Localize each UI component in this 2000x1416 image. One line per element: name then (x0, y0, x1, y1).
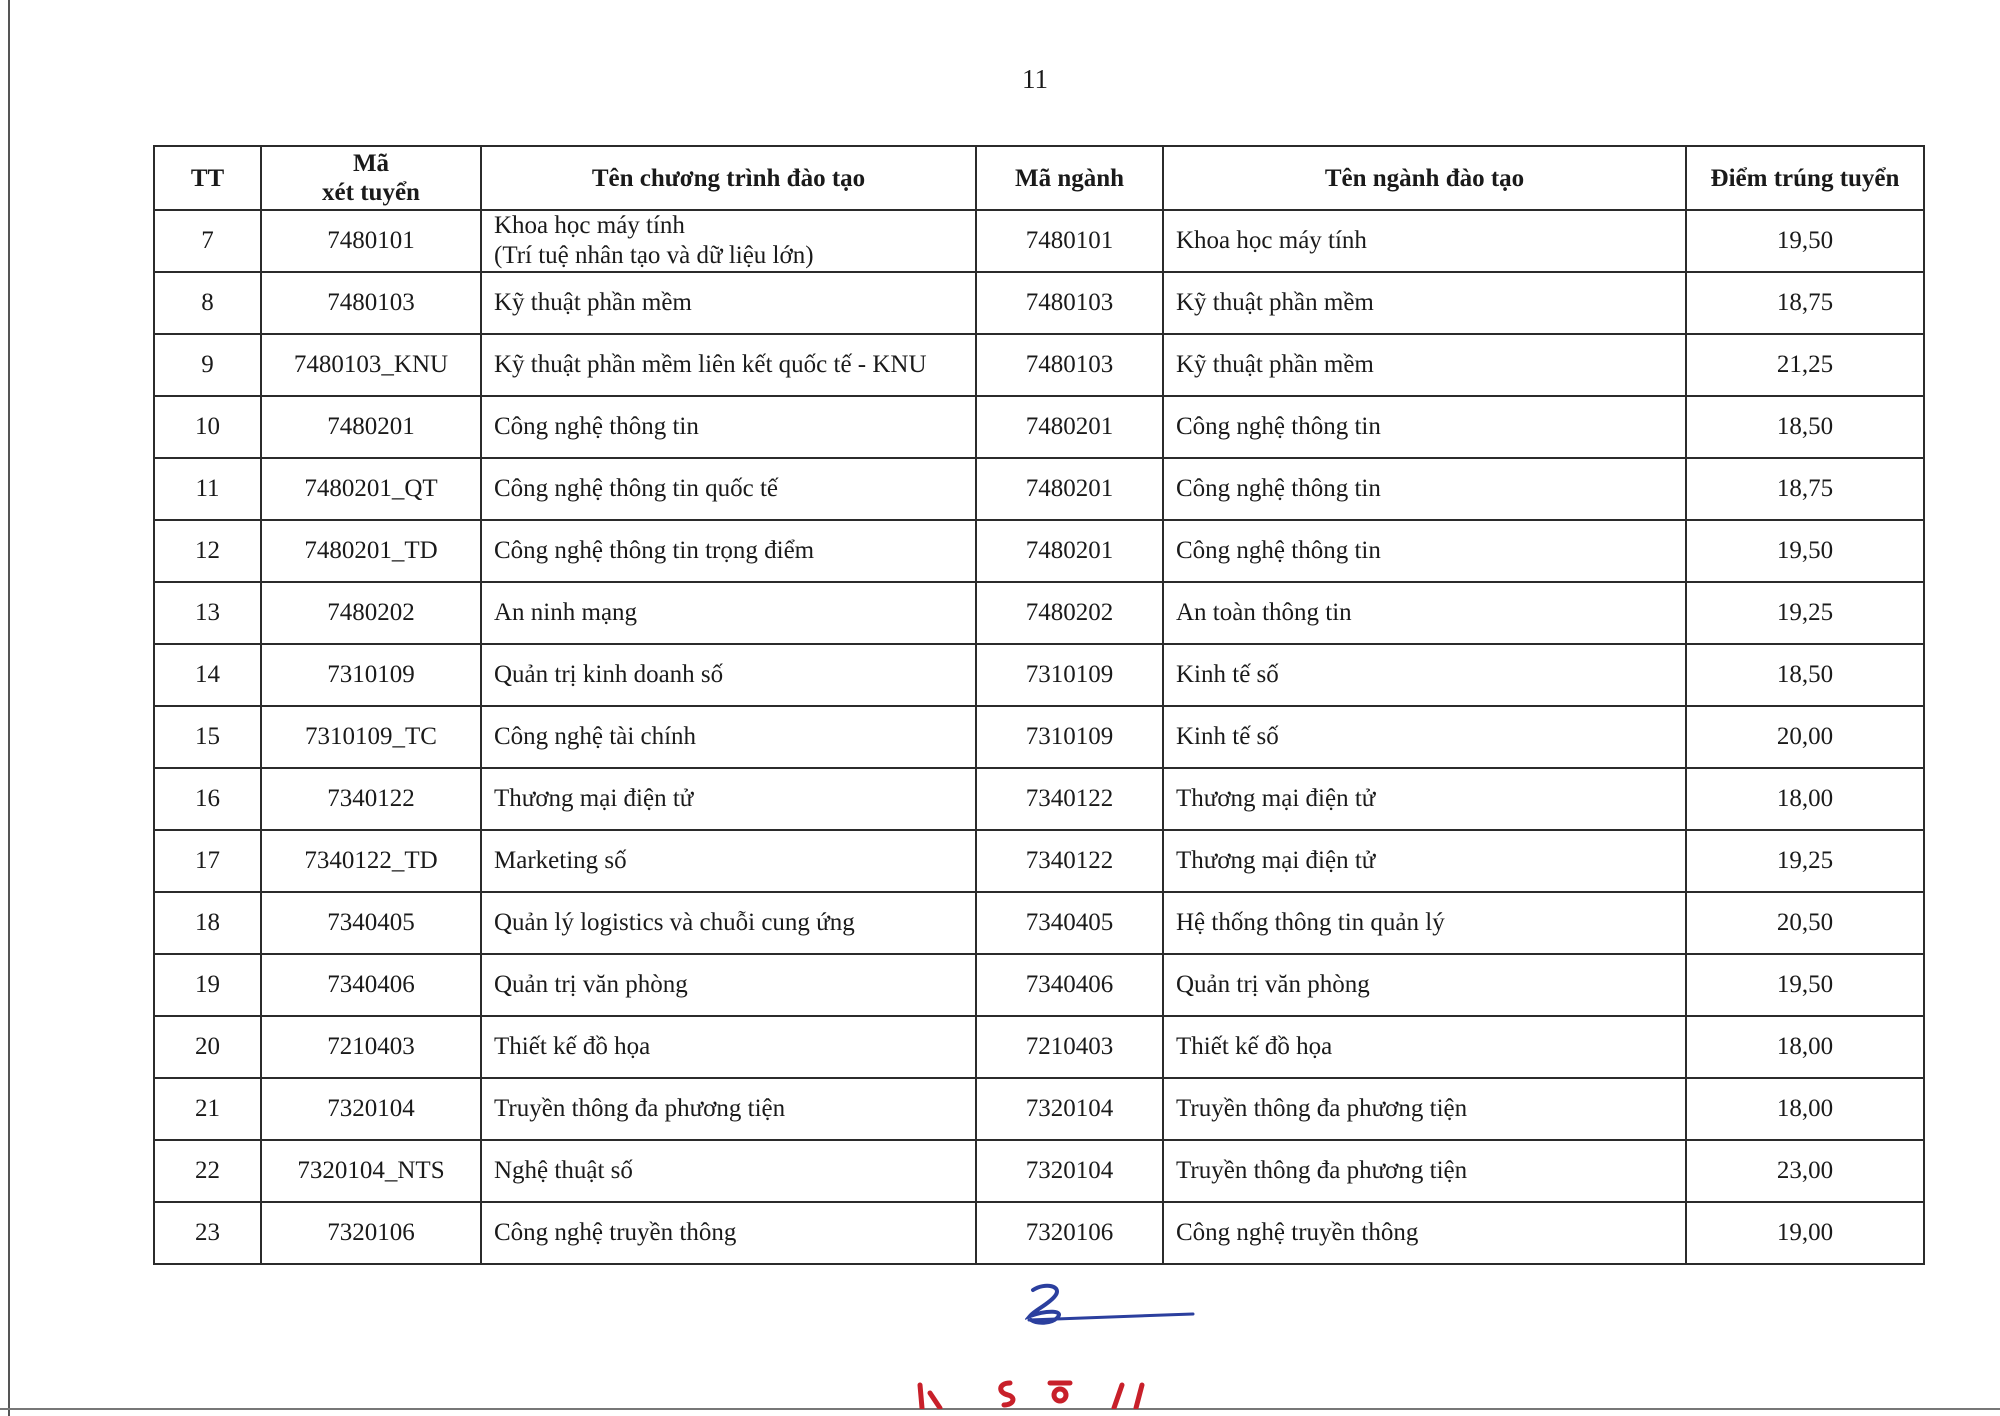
cell-diem: 19,25 (1686, 830, 1924, 892)
cell-ma-nganh: 7340122 (976, 830, 1163, 892)
cell-ma-xet-tuyen: 7310109_TC (261, 706, 481, 768)
cell-ma-xet-tuyen: 7320104_NTS (261, 1140, 481, 1202)
cell-ten-nganh: Thiết kế đồ họa (1163, 1016, 1686, 1078)
cell-diem: 18,75 (1686, 458, 1924, 520)
cell-diem: 18,50 (1686, 396, 1924, 458)
cell-ma-nganh: 7320106 (976, 1202, 1163, 1264)
table-row (154, 458, 1924, 520)
table-row (154, 706, 1924, 768)
cell-diem: 19,50 (1686, 210, 1924, 272)
signature-stroke (1030, 1286, 1059, 1323)
red-stamp-icon (900, 1375, 1180, 1409)
cell-tt: 17 (154, 830, 261, 892)
cell-ten-chuong-trinh-line2: (Trí tuệ nhân tạo và dữ liệu lớn) (494, 242, 814, 269)
cell-ten-chuong-trinh (481, 210, 976, 272)
cell-tt: 22 (154, 1140, 261, 1202)
cell-tt: 14 (154, 644, 261, 706)
cell-ten-chuong-trinh: Thương mại điện tử (481, 768, 976, 830)
cell-ten-nganh: Công nghệ truyền thông (1163, 1202, 1686, 1264)
cell-ma-xet-tuyen: 7480103_KNU (261, 334, 481, 396)
cell-ma-nganh: 7480201 (976, 396, 1163, 458)
cell-ma-nganh: 7310109 (976, 644, 1163, 706)
cell-ten-chuong-trinh: Công nghệ thông tin trọng điểm (481, 520, 976, 582)
cell-tt: 16 (154, 768, 261, 830)
cell-ma-xet-tuyen: 7320104 (261, 1078, 481, 1140)
cell-diem: 19,50 (1686, 520, 1924, 582)
cell-ten-nganh: Công nghệ thông tin (1163, 520, 1686, 582)
header-ma-xet-tuyen (261, 146, 481, 210)
cell-ma-nganh: 7340122 (976, 768, 1163, 830)
cell-ten-chuong-trinh: Công nghệ thông tin quốc tế (481, 458, 976, 520)
cell-ten-chuong-trinh: Truyền thông đa phương tiện (481, 1078, 976, 1140)
cell-ma-nganh: 7340405 (976, 892, 1163, 954)
cell-ma-xet-tuyen: 7480201_TD (261, 520, 481, 582)
cell-ten-chuong-trinh: Kỹ thuật phần mềm (481, 272, 976, 334)
cell-ma-nganh: 7480201 (976, 520, 1163, 582)
table-row (154, 210, 1924, 272)
cell-ten-chuong-trinh: Công nghệ thông tin (481, 396, 976, 458)
cell-tt: 12 (154, 520, 261, 582)
cell-ten-chuong-trinh: Kỹ thuật phần mềm liên kết quốc tế - KNU (481, 334, 976, 396)
cell-ten-chuong-trinh: Marketing số (481, 830, 976, 892)
cell-ma-xet-tuyen: 7480103 (261, 272, 481, 334)
cell-ten-nganh: Thương mại điện tử (1163, 830, 1686, 892)
cell-diem: 23,00 (1686, 1140, 1924, 1202)
header-ten-chuong-trinh: Tên chương trình đào tạo (481, 146, 976, 210)
cell-ma-xet-tuyen: 7340405 (261, 892, 481, 954)
cell-diem: 18,00 (1686, 768, 1924, 830)
cell-ten-chuong-trinh: An ninh mạng (481, 582, 976, 644)
cell-diem: 19,25 (1686, 582, 1924, 644)
cell-diem: 20,50 (1686, 892, 1924, 954)
cell-ma-nganh: 7320104 (976, 1140, 1163, 1202)
cell-tt: 11 (154, 458, 261, 520)
signature-icon (1025, 1280, 1195, 1335)
table-row (154, 1078, 1924, 1140)
page-number: 11 (1022, 64, 1048, 94)
cell-ma-xet-tuyen: 7340122 (261, 768, 481, 830)
cell-ten-chuong-trinh: Thiết kế đồ họa (481, 1016, 976, 1078)
cell-ma-nganh: 7480201 (976, 458, 1163, 520)
cell-diem: 18,50 (1686, 644, 1924, 706)
header-ma-line1: Mã (352, 150, 390, 177)
cell-tt: 9 (154, 334, 261, 396)
cell-tt: 7 (154, 210, 261, 272)
cell-ten-nganh: An toàn thông tin (1163, 582, 1686, 644)
cell-ten-nganh: Truyền thông đa phương tiện (1163, 1078, 1686, 1140)
cell-ten-nganh: Kinh tế số (1163, 644, 1686, 706)
cell-ten-chuong-trinh: Công nghệ tài chính (481, 706, 976, 768)
table-row (154, 830, 1924, 892)
cell-ma-xet-tuyen: 7320106 (261, 1202, 481, 1264)
cell-diem: 19,00 (1686, 1202, 1924, 1264)
cell-ten-nganh: Quản trị văn phòng (1163, 954, 1686, 1016)
table-row (154, 520, 1924, 582)
cell-tt: 13 (154, 582, 261, 644)
cell-ma-xet-tuyen: 7480201_QT (261, 458, 481, 520)
cell-tt: 15 (154, 706, 261, 768)
header-ma-nganh: Mã ngành (976, 146, 1163, 210)
cell-diem: 18,75 (1686, 272, 1924, 334)
table-row (154, 954, 1924, 1016)
table-row (154, 272, 1924, 334)
cell-ma-nganh: 7480103 (976, 334, 1163, 396)
cell-ten-chuong-trinh: Quản trị kinh doanh số (481, 644, 976, 706)
cell-ten-nganh: Kỹ thuật phần mềm (1163, 334, 1686, 396)
cell-ten-chuong-trinh-line1: Khoa học máy tính (494, 212, 685, 239)
cell-ma-xet-tuyen: 7480202 (261, 582, 481, 644)
table-row (154, 582, 1924, 644)
cell-ten-nganh: Khoa học máy tính (1163, 210, 1686, 272)
cell-diem: 18,00 (1686, 1078, 1924, 1140)
table-row (154, 1140, 1924, 1202)
cell-diem: 19,50 (1686, 954, 1924, 1016)
table-row (154, 396, 1924, 458)
cell-diem: 18,00 (1686, 1016, 1924, 1078)
admission-scores-table (153, 145, 1925, 1265)
cell-ma-nganh: 7320104 (976, 1078, 1163, 1140)
table-row (154, 768, 1924, 830)
cell-diem: 20,00 (1686, 706, 1924, 768)
cell-ten-chuong-trinh: Nghệ thuật số (481, 1140, 976, 1202)
cell-tt: 10 (154, 396, 261, 458)
cell-ten-nganh: Kỹ thuật phần mềm (1163, 272, 1686, 334)
cell-ten-chuong-trinh: Quản lý logistics và chuỗi cung ứng (481, 892, 976, 954)
cell-ma-xet-tuyen: 7480201 (261, 396, 481, 458)
cell-ma-nganh: 7480101 (976, 210, 1163, 272)
cell-tt: 23 (154, 1202, 261, 1264)
cell-tt: 18 (154, 892, 261, 954)
cell-ma-xet-tuyen: 7210403 (261, 1016, 481, 1078)
cell-ma-nganh: 7480202 (976, 582, 1163, 644)
cell-ma-xet-tuyen: 7340406 (261, 954, 481, 1016)
cell-ten-nganh: Thương mại điện tử (1163, 768, 1686, 830)
cell-tt: 20 (154, 1016, 261, 1078)
header-ma-line2: xét tuyển (322, 179, 420, 206)
table-body (154, 210, 1924, 1264)
cell-tt: 19 (154, 954, 261, 1016)
signature-underline (1029, 1314, 1193, 1320)
cell-ma-nganh: 7480103 (976, 272, 1163, 334)
cell-diem: 21,25 (1686, 334, 1924, 396)
cell-ma-nganh: 7310109 (976, 706, 1163, 768)
table-row (154, 644, 1924, 706)
cell-ma-xet-tuyen: 7340122_TD (261, 830, 481, 892)
cell-ten-nganh: Công nghệ thông tin (1163, 396, 1686, 458)
table-header-row (154, 146, 1924, 210)
cell-tt: 21 (154, 1078, 261, 1140)
page-left-edge (8, 0, 10, 1416)
cell-ten-nganh: Hệ thống thông tin quản lý (1163, 892, 1686, 954)
table-row (154, 1202, 1924, 1264)
header-ten-nganh: Tên ngành đào tạo (1163, 146, 1686, 210)
header-diem: Điểm trúng tuyển (1686, 146, 1924, 210)
table-row (154, 892, 1924, 954)
cell-ma-xet-tuyen: 7310109 (261, 644, 481, 706)
cell-ma-xet-tuyen: 7480101 (261, 210, 481, 272)
header-tt: TT (154, 146, 261, 210)
cell-ma-nganh: 7340406 (976, 954, 1163, 1016)
table-row (154, 1016, 1924, 1078)
cell-ten-nganh: Kinh tế số (1163, 706, 1686, 768)
cell-ten-chuong-trinh: Quản trị văn phòng (481, 954, 976, 1016)
table-row (154, 334, 1924, 396)
cell-ten-chuong-trinh: Công nghệ truyền thông (481, 1202, 976, 1264)
cell-tt: 8 (154, 272, 261, 334)
cell-ten-nganh: Truyền thông đa phương tiện (1163, 1140, 1686, 1202)
cell-ma-nganh: 7210403 (976, 1016, 1163, 1078)
cell-ten-nganh: Công nghệ thông tin (1163, 458, 1686, 520)
